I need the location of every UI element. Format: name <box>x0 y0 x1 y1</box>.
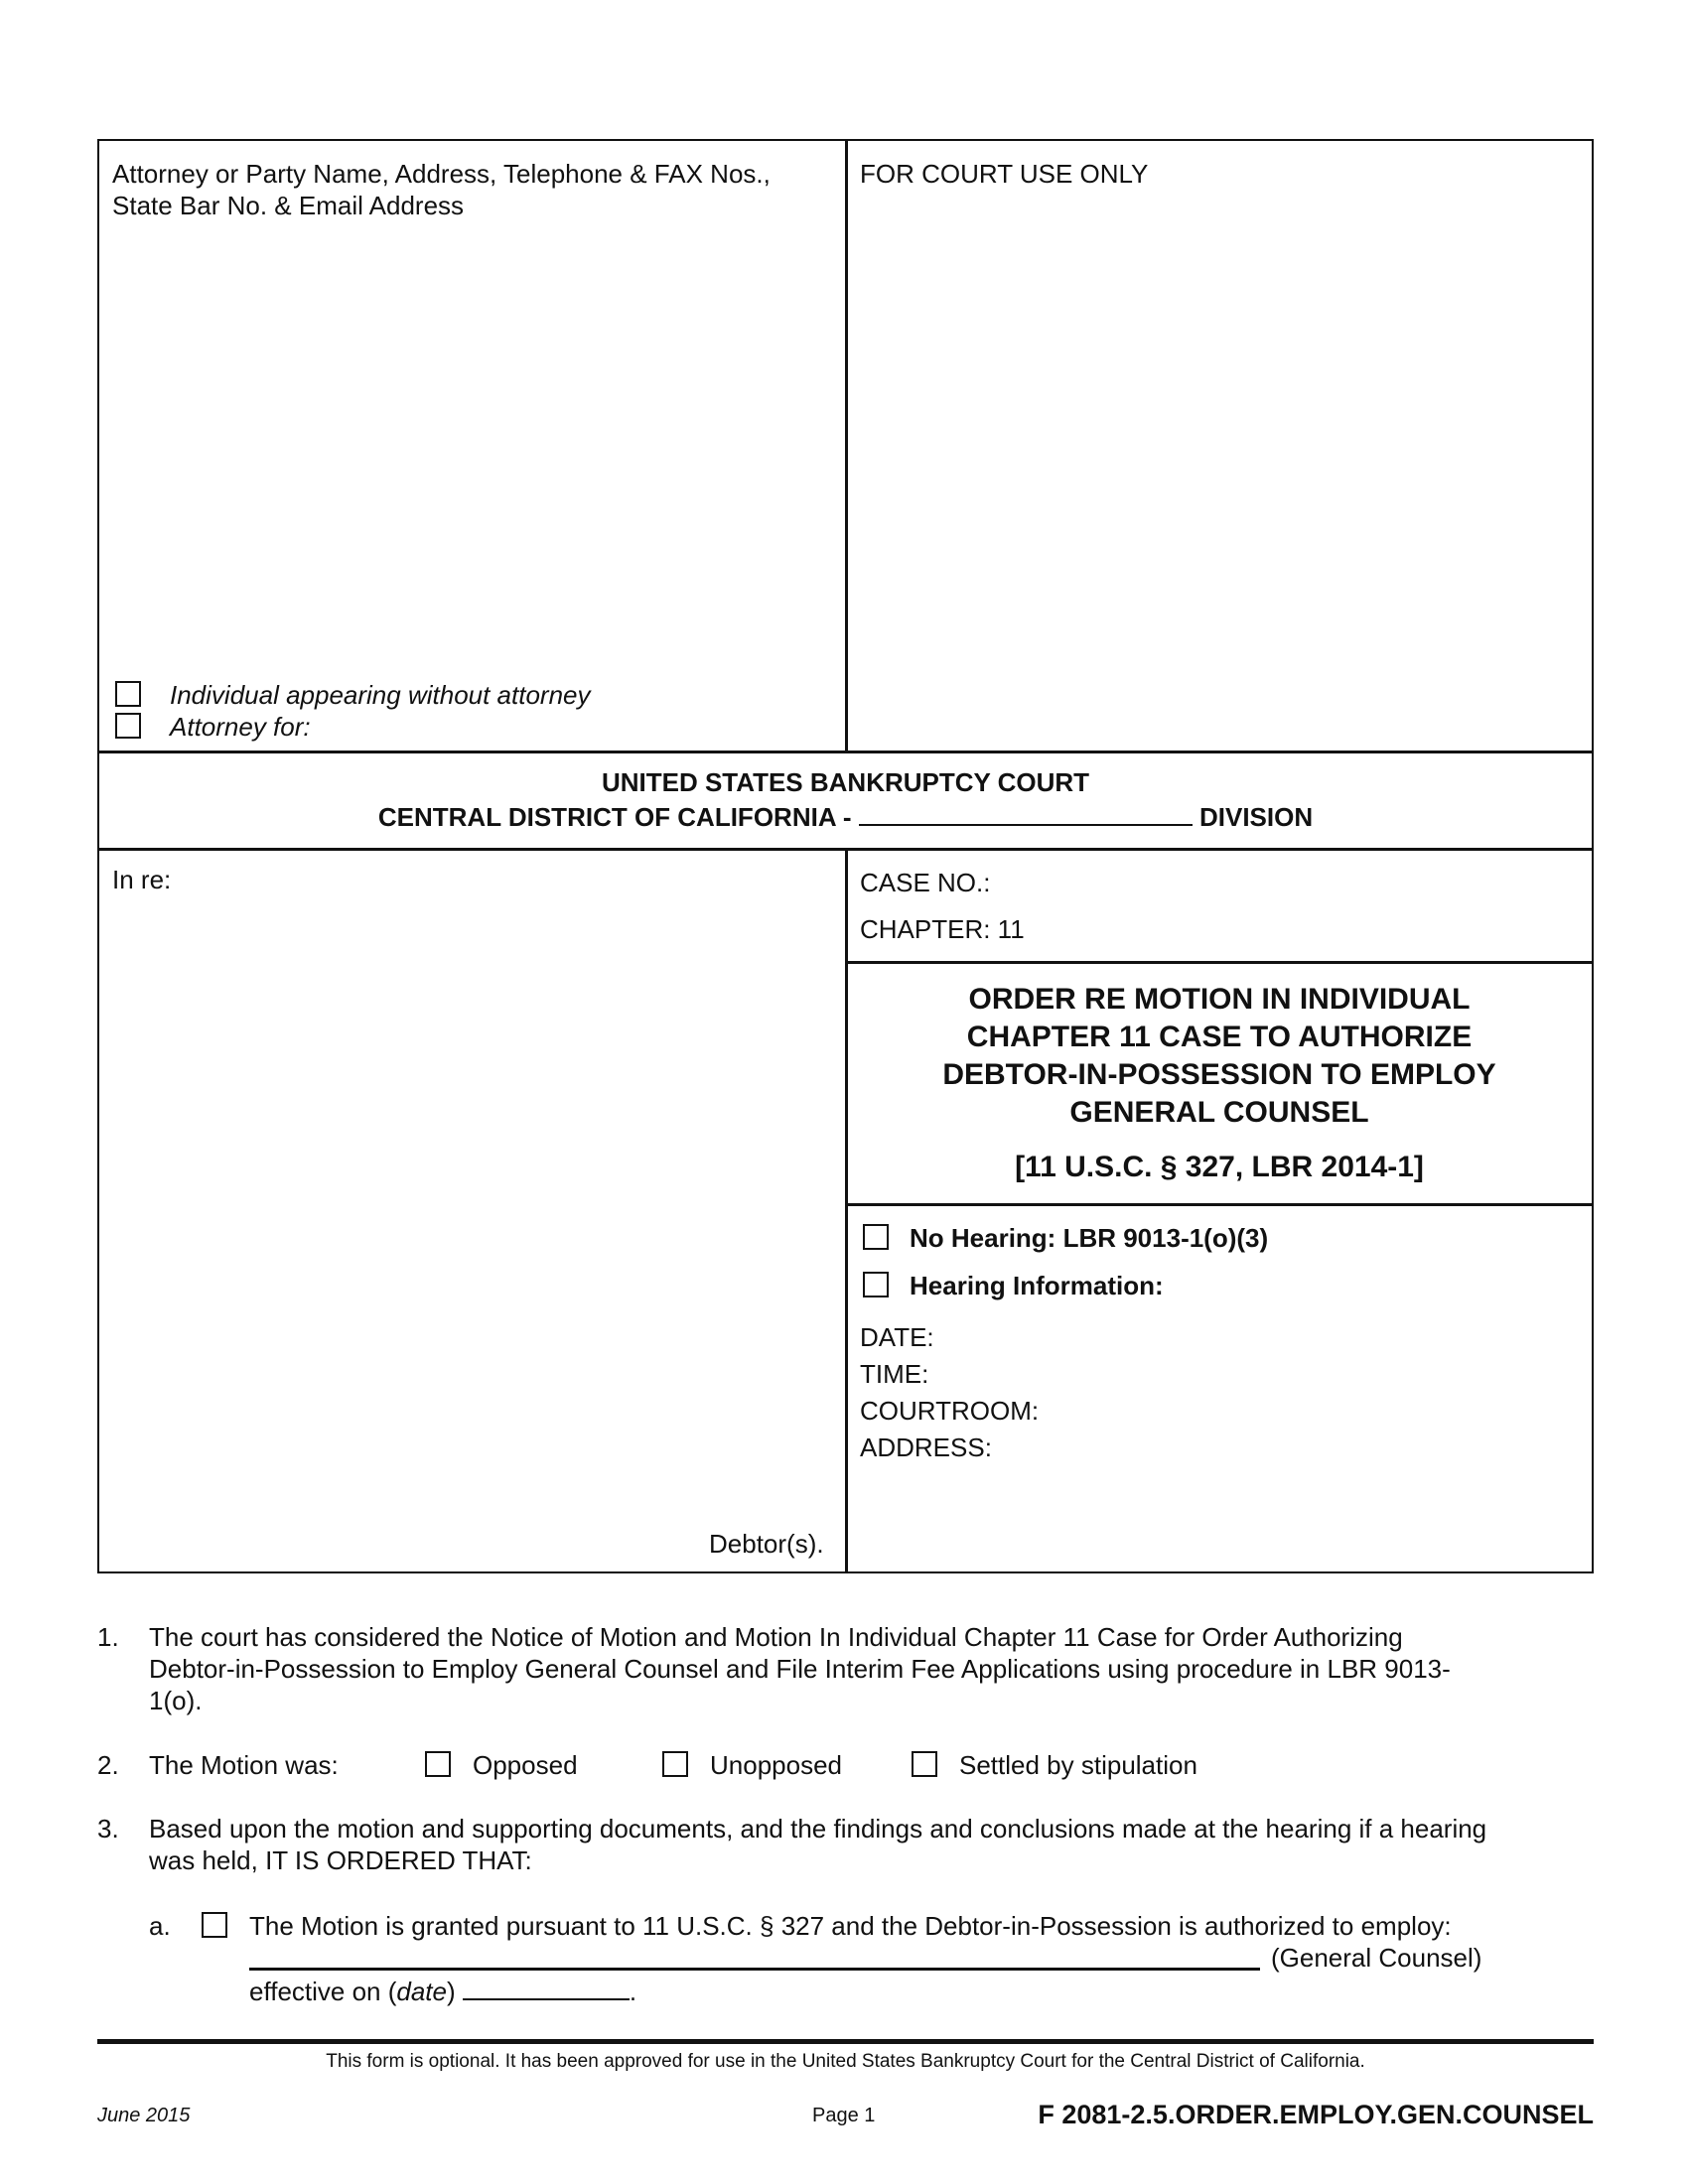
para-a-letter: a. <box>149 1911 171 1941</box>
attorney-for-label: Attorney for: <box>170 712 311 742</box>
opposed-label: Opposed <box>473 1750 578 1780</box>
no-hearing-label: No Hearing: LBR 9013-1(o)(3) <box>910 1223 1269 1253</box>
hearing-courtroom-label: COURTROOM: <box>860 1396 1040 1426</box>
individual-checkbox[interactable] <box>115 681 141 707</box>
header-divider <box>845 139 848 751</box>
footer-date: June 2015 <box>97 2105 191 2126</box>
effective-period: . <box>629 1977 637 2006</box>
case-no-rule <box>845 961 1594 964</box>
court-name: UNITED STATES BANKRUPTCY COURT <box>601 767 1090 797</box>
court-use-label: FOR COURT USE ONLY <box>860 159 1149 189</box>
order-title-4: GENERAL COUNSEL <box>1069 1096 1369 1129</box>
title-rule <box>845 1203 1594 1206</box>
para-1-line-2: Debtor-in-Possession to Employ General Counsel and File Interim Fee Applications using procedure in LBR 9013- <box>149 1654 1451 1684</box>
motion-granted-text: The Motion is granted pursuant to 11 U.S.C. § 327 and the Debtor-in-Possession is authorized to employ: <box>249 1911 1452 1941</box>
para-1-number: 1. <box>97 1622 119 1652</box>
debtor-label: Debtor(s). <box>709 1529 824 1559</box>
division-suffix: DIVISION <box>1198 802 1314 832</box>
para-3-line-2: was held, IT IS ORDERED THAT: <box>149 1845 532 1875</box>
attorney-info-label: Attorney or Party Name, Address, Telephone & FAX Nos., <box>112 159 771 189</box>
opposed-checkbox[interactable] <box>425 1751 451 1777</box>
general-counsel-label: (General Counsel) <box>1271 1943 1482 1973</box>
attorney-info-label-2: State Bar No. & Email Address <box>112 191 465 220</box>
chapter-label: CHAPTER: 11 <box>860 914 1025 944</box>
footer-note: This form is optional. It has been approved for use in the United States Bankruptcy Court for the Central District of California. <box>326 2051 1365 2072</box>
unopposed-checkbox[interactable] <box>662 1751 688 1777</box>
para-1-line-1: The court has considered the Notice of Motion and Motion In Individual Chapter 11 Case for Order Authorizing <box>149 1622 1403 1652</box>
hearing-info-label: Hearing Information: <box>910 1271 1164 1300</box>
footer-form-id: F 2081-2.5.ORDER.EMPLOY.GEN.COUNSEL <box>1038 2100 1594 2129</box>
motion-was-label: The Motion was: <box>149 1750 339 1780</box>
footer-rule <box>97 2039 1594 2044</box>
district-prefix: CENTRAL DISTRICT OF CALIFORNIA - <box>377 802 852 832</box>
effective-date-line <box>249 1975 636 2007</box>
order-citation: [11 U.S.C. § 327, LBR 2014-1] <box>1015 1151 1424 1183</box>
motion-granted-checkbox[interactable] <box>202 1912 227 1938</box>
para-3-number: 3. <box>97 1814 119 1843</box>
footer-page: Page 1 <box>812 2105 876 2126</box>
hearing-address-label: ADDRESS: <box>860 1433 992 1462</box>
no-hearing-checkbox[interactable] <box>863 1224 889 1250</box>
case-divider <box>845 848 848 1573</box>
header-bottom-rule <box>97 751 1594 753</box>
effective-close-paren: ) <box>447 1977 456 2006</box>
hearing-time-label: TIME: <box>860 1359 929 1389</box>
court-district-line <box>97 798 1594 833</box>
unopposed-label: Unopposed <box>710 1750 842 1780</box>
order-title-1: ORDER RE MOTION IN INDIVIDUAL <box>968 983 1471 1016</box>
individual-label: Individual appearing without attorney <box>170 680 591 710</box>
effective-date-blank[interactable] <box>463 1975 630 2000</box>
effective-prefix: effective on ( <box>249 1977 397 2006</box>
stipulation-label: Settled by stipulation <box>959 1750 1197 1780</box>
division-blank[interactable] <box>859 798 1193 826</box>
effective-date-word: date <box>396 1977 447 2006</box>
counsel-name-blank[interactable] <box>249 1968 1260 1971</box>
para-1-line-3: 1(o). <box>149 1686 203 1715</box>
attorney-for-checkbox[interactable] <box>115 713 141 739</box>
hearing-date-label: DATE: <box>860 1322 934 1352</box>
in-re-label: In re: <box>112 865 172 894</box>
para-3-line-1: Based upon the motion and supporting documents, and the findings and conclusions made at the hearing if a hearing <box>149 1814 1487 1843</box>
case-no-label: CASE NO.: <box>860 868 991 897</box>
order-title-2: CHAPTER 11 CASE TO AUTHORIZE <box>966 1021 1473 1053</box>
para-2-number: 2. <box>97 1750 119 1780</box>
stipulation-checkbox[interactable] <box>912 1751 937 1777</box>
order-title-3: DEBTOR-IN-POSSESSION TO EMPLOY <box>942 1058 1496 1091</box>
hearing-info-checkbox[interactable] <box>863 1272 889 1297</box>
